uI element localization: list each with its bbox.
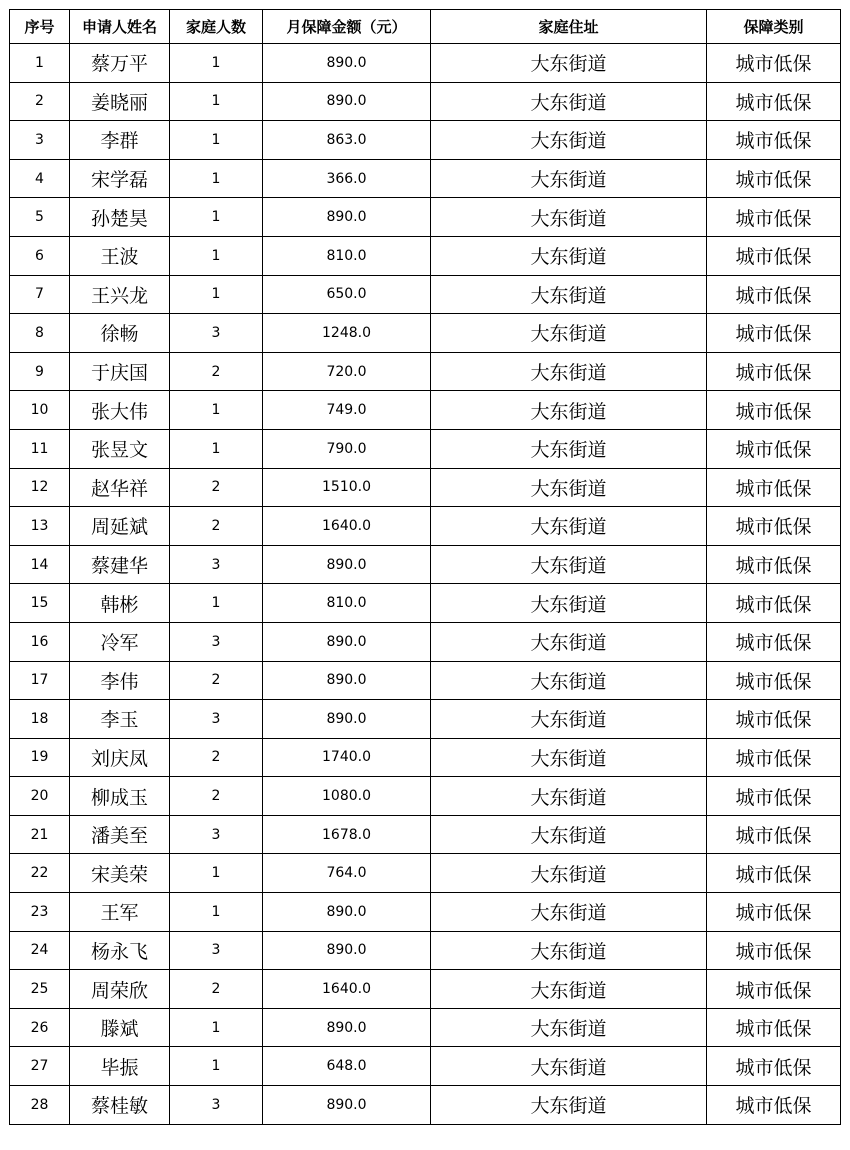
cell-monthly-amount: 890.0 xyxy=(263,700,431,739)
cell-category: 城市低保 xyxy=(707,1008,841,1047)
table-row xyxy=(10,622,841,661)
cell-category: 城市低保 xyxy=(707,893,841,932)
cell-name: 姜晓丽 xyxy=(70,82,170,121)
cell-address: 大东街道 xyxy=(431,159,707,198)
cell-household-size: 3 xyxy=(170,815,263,854)
cell-index: 4 xyxy=(10,159,70,198)
table-row xyxy=(10,391,841,430)
table-row xyxy=(10,1047,841,1086)
cell-name: 滕斌 xyxy=(70,1008,170,1047)
table-row xyxy=(10,352,841,391)
cell-index: 25 xyxy=(10,970,70,1009)
cell-name: 周延斌 xyxy=(70,507,170,546)
cell-household-size: 2 xyxy=(170,352,263,391)
table-row xyxy=(10,931,841,970)
cell-monthly-amount: 1248.0 xyxy=(263,314,431,353)
cell-household-size: 3 xyxy=(170,1086,263,1125)
cell-index: 19 xyxy=(10,738,70,777)
cell-monthly-amount: 890.0 xyxy=(263,1086,431,1125)
cell-name: 赵华祥 xyxy=(70,468,170,507)
cell-category: 城市低保 xyxy=(707,352,841,391)
cell-index: 21 xyxy=(10,815,70,854)
cell-name: 蔡万平 xyxy=(70,44,170,83)
header-monthly-amount: 月保障金额（元） xyxy=(263,10,431,44)
cell-category: 城市低保 xyxy=(707,82,841,121)
cell-name: 毕振 xyxy=(70,1047,170,1086)
table-row xyxy=(10,121,841,160)
cell-monthly-amount: 890.0 xyxy=(263,1008,431,1047)
table-row xyxy=(10,1008,841,1047)
table-row xyxy=(10,777,841,816)
cell-category: 城市低保 xyxy=(707,931,841,970)
cell-address: 大东街道 xyxy=(431,429,707,468)
cell-monthly-amount: 890.0 xyxy=(263,82,431,121)
cell-household-size: 3 xyxy=(170,545,263,584)
cell-index: 23 xyxy=(10,893,70,932)
cell-address: 大东街道 xyxy=(431,121,707,160)
table-row xyxy=(10,275,841,314)
cell-category: 城市低保 xyxy=(707,159,841,198)
cell-name: 韩彬 xyxy=(70,584,170,623)
cell-monthly-amount: 720.0 xyxy=(263,352,431,391)
cell-category: 城市低保 xyxy=(707,545,841,584)
cell-name: 刘庆凤 xyxy=(70,738,170,777)
cell-household-size: 1 xyxy=(170,275,263,314)
cell-address: 大东街道 xyxy=(431,391,707,430)
cell-monthly-amount: 1510.0 xyxy=(263,468,431,507)
table-row xyxy=(10,545,841,584)
cell-category: 城市低保 xyxy=(707,314,841,353)
cell-address: 大东街道 xyxy=(431,314,707,353)
cell-monthly-amount: 749.0 xyxy=(263,391,431,430)
cell-address: 大东街道 xyxy=(431,275,707,314)
header-index: 序号 xyxy=(10,10,70,44)
cell-name: 张昱文 xyxy=(70,429,170,468)
cell-category: 城市低保 xyxy=(707,661,841,700)
table-row xyxy=(10,44,841,83)
cell-address: 大东街道 xyxy=(431,738,707,777)
cell-index: 3 xyxy=(10,121,70,160)
cell-household-size: 1 xyxy=(170,82,263,121)
cell-monthly-amount: 890.0 xyxy=(263,931,431,970)
cell-category: 城市低保 xyxy=(707,121,841,160)
cell-name: 柳成玉 xyxy=(70,777,170,816)
cell-index: 10 xyxy=(10,391,70,430)
table-row xyxy=(10,854,841,893)
cell-address: 大东街道 xyxy=(431,970,707,1009)
cell-name: 徐畅 xyxy=(70,314,170,353)
cell-name: 冷军 xyxy=(70,622,170,661)
cell-monthly-amount: 890.0 xyxy=(263,893,431,932)
cell-monthly-amount: 890.0 xyxy=(263,545,431,584)
cell-name: 蔡桂敏 xyxy=(70,1086,170,1125)
cell-household-size: 3 xyxy=(170,931,263,970)
cell-category: 城市低保 xyxy=(707,468,841,507)
cell-monthly-amount: 1678.0 xyxy=(263,815,431,854)
cell-index: 15 xyxy=(10,584,70,623)
cell-category: 城市低保 xyxy=(707,44,841,83)
cell-household-size: 1 xyxy=(170,198,263,237)
cell-address: 大东街道 xyxy=(431,777,707,816)
cell-name: 于庆国 xyxy=(70,352,170,391)
table-row xyxy=(10,1086,841,1125)
table-body xyxy=(10,44,841,1125)
cell-category: 城市低保 xyxy=(707,738,841,777)
cell-address: 大东街道 xyxy=(431,661,707,700)
cell-address: 大东街道 xyxy=(431,1047,707,1086)
cell-household-size: 1 xyxy=(170,1008,263,1047)
cell-index: 18 xyxy=(10,700,70,739)
cell-index: 28 xyxy=(10,1086,70,1125)
cell-address: 大东街道 xyxy=(431,82,707,121)
header-address: 家庭住址 xyxy=(431,10,707,44)
cell-monthly-amount: 366.0 xyxy=(263,159,431,198)
cell-index: 2 xyxy=(10,82,70,121)
cell-address: 大东街道 xyxy=(431,545,707,584)
cell-index: 13 xyxy=(10,507,70,546)
cell-monthly-amount: 890.0 xyxy=(263,44,431,83)
table-row xyxy=(10,970,841,1009)
cell-index: 24 xyxy=(10,931,70,970)
cell-monthly-amount: 1080.0 xyxy=(263,777,431,816)
table-row xyxy=(10,198,841,237)
cell-name: 王兴龙 xyxy=(70,275,170,314)
cell-monthly-amount: 1640.0 xyxy=(263,507,431,546)
header-name: 申请人姓名 xyxy=(70,10,170,44)
cell-address: 大东街道 xyxy=(431,198,707,237)
table-row xyxy=(10,700,841,739)
cell-household-size: 2 xyxy=(170,468,263,507)
cell-household-size: 1 xyxy=(170,391,263,430)
cell-index: 9 xyxy=(10,352,70,391)
cell-index: 11 xyxy=(10,429,70,468)
cell-index: 16 xyxy=(10,622,70,661)
cell-category: 城市低保 xyxy=(707,854,841,893)
cell-category: 城市低保 xyxy=(707,970,841,1009)
cell-index: 26 xyxy=(10,1008,70,1047)
cell-address: 大东街道 xyxy=(431,815,707,854)
cell-household-size: 1 xyxy=(170,1047,263,1086)
cell-address: 大东街道 xyxy=(431,44,707,83)
cell-monthly-amount: 1640.0 xyxy=(263,970,431,1009)
cell-category: 城市低保 xyxy=(707,1086,841,1125)
cell-category: 城市低保 xyxy=(707,429,841,468)
cell-household-size: 3 xyxy=(170,622,263,661)
cell-address: 大东街道 xyxy=(431,236,707,275)
cell-name: 李伟 xyxy=(70,661,170,700)
cell-monthly-amount: 650.0 xyxy=(263,275,431,314)
cell-address: 大东街道 xyxy=(431,931,707,970)
cell-name: 宋美荣 xyxy=(70,854,170,893)
table-row xyxy=(10,314,841,353)
cell-monthly-amount: 810.0 xyxy=(263,584,431,623)
cell-monthly-amount: 648.0 xyxy=(263,1047,431,1086)
cell-name: 张大伟 xyxy=(70,391,170,430)
cell-name: 王波 xyxy=(70,236,170,275)
cell-name: 李玉 xyxy=(70,700,170,739)
cell-household-size: 2 xyxy=(170,507,263,546)
cell-monthly-amount: 890.0 xyxy=(263,622,431,661)
cell-name: 王军 xyxy=(70,893,170,932)
cell-name: 周荣欣 xyxy=(70,970,170,1009)
cell-category: 城市低保 xyxy=(707,1047,841,1086)
table-row xyxy=(10,507,841,546)
cell-address: 大东街道 xyxy=(431,854,707,893)
cell-household-size: 1 xyxy=(170,429,263,468)
table-row xyxy=(10,236,841,275)
cell-address: 大东街道 xyxy=(431,507,707,546)
cell-household-size: 1 xyxy=(170,854,263,893)
cell-household-size: 3 xyxy=(170,314,263,353)
cell-monthly-amount: 1740.0 xyxy=(263,738,431,777)
cell-name: 潘美至 xyxy=(70,815,170,854)
cell-index: 14 xyxy=(10,545,70,584)
cell-category: 城市低保 xyxy=(707,275,841,314)
cell-address: 大东街道 xyxy=(431,352,707,391)
table-row xyxy=(10,584,841,623)
cell-household-size: 2 xyxy=(170,738,263,777)
cell-category: 城市低保 xyxy=(707,507,841,546)
cell-monthly-amount: 764.0 xyxy=(263,854,431,893)
table-row xyxy=(10,429,841,468)
cell-category: 城市低保 xyxy=(707,236,841,275)
cell-address: 大东街道 xyxy=(431,622,707,661)
cell-household-size: 1 xyxy=(170,44,263,83)
cell-monthly-amount: 790.0 xyxy=(263,429,431,468)
table-header xyxy=(10,10,841,44)
cell-household-size: 2 xyxy=(170,661,263,700)
cell-name: 李群 xyxy=(70,121,170,160)
cell-index: 6 xyxy=(10,236,70,275)
cell-category: 城市低保 xyxy=(707,198,841,237)
table-row xyxy=(10,893,841,932)
cell-index: 8 xyxy=(10,314,70,353)
cell-household-size: 1 xyxy=(170,236,263,275)
cell-index: 7 xyxy=(10,275,70,314)
cell-address: 大东街道 xyxy=(431,584,707,623)
cell-index: 1 xyxy=(10,44,70,83)
header-row xyxy=(10,10,841,44)
table-row xyxy=(10,159,841,198)
cell-index: 12 xyxy=(10,468,70,507)
cell-monthly-amount: 890.0 xyxy=(263,198,431,237)
header-household-size: 家庭人数 xyxy=(170,10,263,44)
cell-address: 大东街道 xyxy=(431,700,707,739)
cell-index: 5 xyxy=(10,198,70,237)
table-row xyxy=(10,468,841,507)
header-category: 保障类别 xyxy=(707,10,841,44)
cell-name: 宋学磊 xyxy=(70,159,170,198)
cell-category: 城市低保 xyxy=(707,584,841,623)
cell-monthly-amount: 863.0 xyxy=(263,121,431,160)
cell-name: 杨永飞 xyxy=(70,931,170,970)
cell-address: 大东街道 xyxy=(431,893,707,932)
cell-household-size: 3 xyxy=(170,700,263,739)
cell-category: 城市低保 xyxy=(707,391,841,430)
cell-monthly-amount: 810.0 xyxy=(263,236,431,275)
cell-index: 27 xyxy=(10,1047,70,1086)
cell-category: 城市低保 xyxy=(707,622,841,661)
cell-household-size: 1 xyxy=(170,159,263,198)
table-row xyxy=(10,82,841,121)
cell-index: 20 xyxy=(10,777,70,816)
cell-household-size: 1 xyxy=(170,121,263,160)
table-row xyxy=(10,661,841,700)
table-row xyxy=(10,738,841,777)
cell-household-size: 2 xyxy=(170,970,263,1009)
table-row xyxy=(10,815,841,854)
cell-household-size: 1 xyxy=(170,584,263,623)
cell-category: 城市低保 xyxy=(707,777,841,816)
cell-category: 城市低保 xyxy=(707,815,841,854)
cell-index: 17 xyxy=(10,661,70,700)
cell-address: 大东街道 xyxy=(431,1086,707,1125)
cell-household-size: 2 xyxy=(170,777,263,816)
cell-address: 大东街道 xyxy=(431,1008,707,1047)
cell-name: 孙楚昊 xyxy=(70,198,170,237)
cell-monthly-amount: 890.0 xyxy=(263,661,431,700)
cell-household-size: 1 xyxy=(170,893,263,932)
cell-name: 蔡建华 xyxy=(70,545,170,584)
cell-index: 22 xyxy=(10,854,70,893)
cell-category: 城市低保 xyxy=(707,700,841,739)
cell-address: 大东街道 xyxy=(431,468,707,507)
subsidy-table xyxy=(9,9,841,1125)
